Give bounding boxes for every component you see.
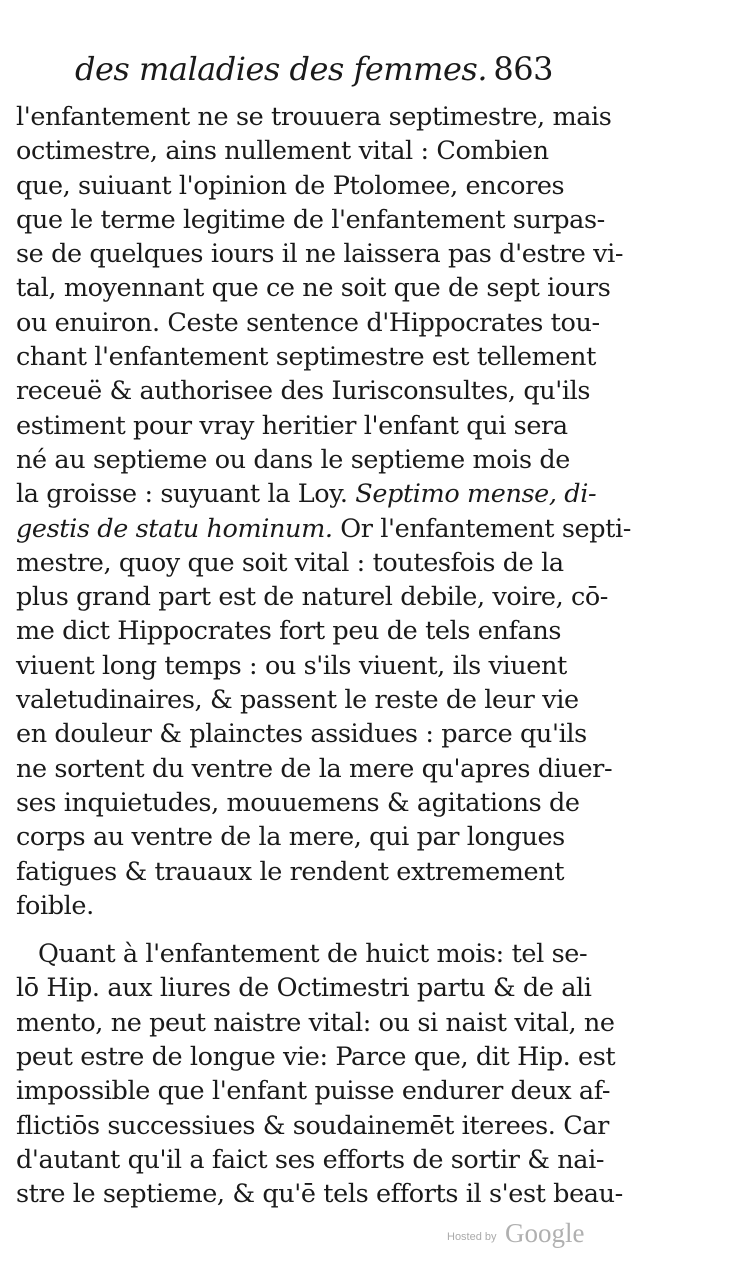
legal-citation: Septimo mense, di- <box>355 479 597 510</box>
text-line: mestre, quoy que soit vital : toutesfois de la <box>16 547 564 578</box>
page-header <box>75 46 565 96</box>
text-line: valetudinaires, & passent le reste de leur vie <box>16 685 579 716</box>
text-line: chant l'enfantement septimestre est tellement <box>16 342 596 373</box>
text-line: octimestre, ains nullement vital : Combien <box>16 136 549 167</box>
text-line: mento, ne peut naistre vital: ou si naist vital, ne <box>16 1007 615 1038</box>
running-title: des maladies des femmes. <box>75 50 488 88</box>
text-line: peut estre de longue vie: Parce que, dit Hip. est <box>16 1042 616 1073</box>
text-line: receuë & authorisee des Iurisconsultes, qu'ils <box>16 376 591 407</box>
text-line: ses inquietudes, mouuemens & agitations de <box>16 787 580 818</box>
legal-citation: gestis de statu hominum. <box>16 513 333 544</box>
text-line: corps au ventre de la mere, qui par longues <box>16 822 565 853</box>
text-line: que le terme legitime de l'enfantement surpas- <box>16 204 605 235</box>
text-line: né au septieme ou dans le septieme mois de <box>16 444 570 475</box>
text-line: ou enuiron. Ceste sentence d'Hippocrates tou- <box>16 307 600 338</box>
text-line: viuent long temps : ou s'ils viuent, ils viuent <box>16 650 567 681</box>
text-line-with-citation <box>16 512 631 546</box>
text-line: ne sortent du ventre de la mere qu'apres diuer- <box>16 753 613 784</box>
text-line: flictiōs successiues & soudainemēt iterees. Car <box>16 1110 609 1141</box>
text-line: stre le septieme, & qu'ē tels efforts il s'est beau- <box>16 1179 623 1210</box>
body-text <box>16 100 631 1212</box>
text-line: plus grand part est de naturel debile, voire, cō- <box>16 582 609 613</box>
text-line: estiment pour vray heritier l'enfant qui sera <box>16 410 568 441</box>
text-line: en douleur & plainctes assidues : parce qu'ils <box>16 719 587 750</box>
text-line: d'autant qu'il a faict ses efforts de sortir & nai- <box>16 1144 605 1175</box>
text-line: me dict Hippocrates fort peu de tels enfans <box>16 616 562 647</box>
text-line: lō Hip. aux liures de Octimestri partu & de ali <box>16 973 592 1004</box>
text-line-with-citation <box>16 477 597 511</box>
text-line: foible. <box>16 890 94 921</box>
google-logo: Google <box>505 1218 585 1248</box>
text-line: tal, moyennant que ce ne soit que de sept iours <box>16 273 611 304</box>
text-line: impossible que l'enfant puisse endurer deux af- <box>16 1076 611 1107</box>
text-line: que, suiuant l'opinion de Ptolomee, encores <box>16 170 565 201</box>
text-line: Quant à l'enfantement de huict mois: tel se- <box>38 939 588 970</box>
text-segment: la groisse : suyuant la Loy. <box>16 479 348 510</box>
text-line: fatigues & trauaux le rendent extremement <box>16 856 565 887</box>
text-segment: Or l'enfantement septi- <box>340 513 631 544</box>
page-number: 863 <box>493 50 553 88</box>
text-line: l'enfantement ne se trouuera septimestre, mais <box>16 102 612 132</box>
text-line: se de quelques iours il ne laissera pas d'estre vi- <box>16 239 624 270</box>
hosted-by-label: Hosted by <box>447 1231 497 1243</box>
google-watermark <box>447 1218 607 1252</box>
